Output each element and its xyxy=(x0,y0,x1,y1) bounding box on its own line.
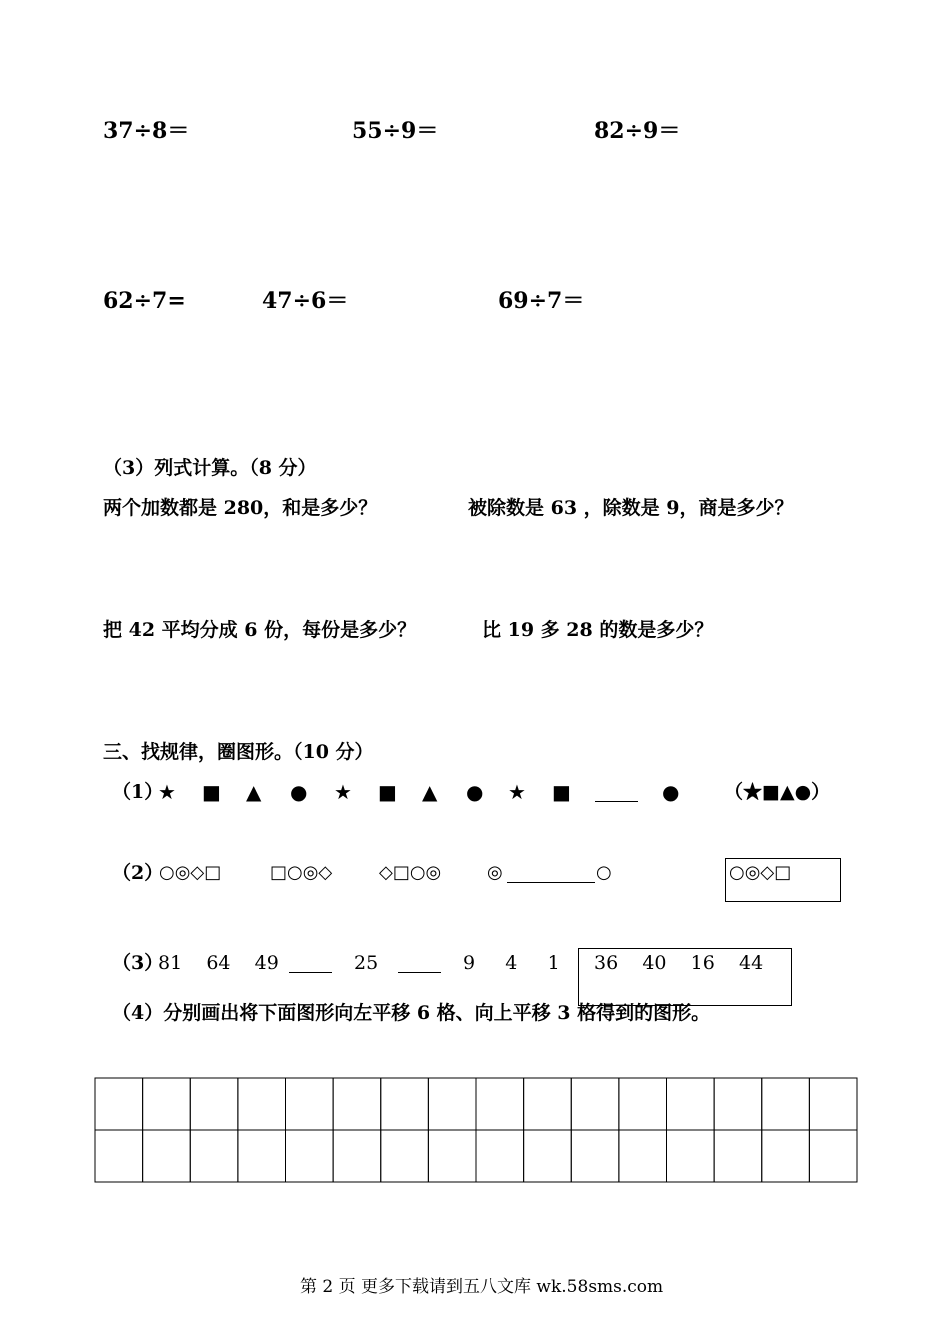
pattern-2-options: ○◎◇□ xyxy=(729,862,792,883)
square-icon: ■ xyxy=(378,780,397,804)
grid-cell[interactable] xyxy=(571,1078,619,1130)
division-problem-1: 37÷8＝ xyxy=(103,118,190,144)
division-problem-6: 69÷7＝ xyxy=(498,288,585,314)
grid-cell[interactable] xyxy=(524,1130,572,1182)
grid-cell[interactable] xyxy=(476,1078,524,1130)
star-icon: ★ xyxy=(334,780,352,804)
grid-cell[interactable] xyxy=(619,1130,667,1182)
star-icon: ★ xyxy=(508,780,526,804)
grid-cell[interactable] xyxy=(190,1130,238,1182)
grid-cell[interactable] xyxy=(524,1078,572,1130)
triangle-icon: ▲ xyxy=(246,780,262,804)
grid-cell[interactable] xyxy=(333,1130,381,1182)
star-icon: ★ xyxy=(158,780,176,804)
grid-cell[interactable] xyxy=(333,1078,381,1130)
pattern-2-group-3: ◇□○◎ xyxy=(379,862,442,883)
pattern-3-blank-2[interactable] xyxy=(398,972,441,973)
circle-icon: ● xyxy=(290,780,308,804)
grid-cell[interactable] xyxy=(667,1130,715,1182)
grid-cell[interactable] xyxy=(95,1130,143,1182)
grid-cell[interactable] xyxy=(238,1078,286,1130)
word-problems-title: （3）列式计算。（8 分） xyxy=(103,457,317,479)
translation-grid xyxy=(94,1077,858,1183)
page-footer: 第 2 页 更多下载请到五八文库 wk.58sms.com xyxy=(300,1277,664,1297)
grid-cell[interactable] xyxy=(809,1078,857,1130)
division-problem-3: 82÷9＝ xyxy=(594,118,681,144)
grid-cell[interactable] xyxy=(571,1130,619,1182)
word-problem-2: 被除数是 63 ，除数是 9，商是多少？ xyxy=(468,497,794,519)
patterns-title: 三、找规律，圈图形。（10 分） xyxy=(103,741,374,763)
division-problem-2: 55÷9＝ xyxy=(352,118,439,144)
grid-cell[interactable] xyxy=(714,1130,762,1182)
grid-cell[interactable] xyxy=(143,1078,191,1130)
grid-cell[interactable] xyxy=(714,1078,762,1130)
pattern-3-number-25: 25 xyxy=(354,952,379,974)
pattern-2-group-2: □○◎◇ xyxy=(270,862,333,883)
pattern-3-blank-1[interactable] xyxy=(289,972,332,973)
grid-cell[interactable] xyxy=(476,1130,524,1182)
pattern-3-numbers-1: 81 64 49 xyxy=(158,952,279,974)
grid-cell[interactable] xyxy=(381,1078,429,1130)
grid-cell[interactable] xyxy=(95,1078,143,1130)
pattern-2-group-1: ○◎◇□ xyxy=(159,862,222,883)
circle-icon: ● xyxy=(662,780,680,804)
grid-cell[interactable] xyxy=(238,1130,286,1182)
grid-cell[interactable] xyxy=(809,1130,857,1182)
word-problem-4: 比 19 多 28 的数是多少？ xyxy=(482,619,714,641)
grid-cell[interactable] xyxy=(619,1078,667,1130)
grid-cell[interactable] xyxy=(190,1078,238,1130)
grid-cell[interactable] xyxy=(762,1130,810,1182)
grid-cell[interactable] xyxy=(286,1078,334,1130)
grid-cell[interactable] xyxy=(286,1130,334,1182)
pattern-2-blank[interactable] xyxy=(507,882,595,883)
pattern-4-instruction: （4）分别画出将下面图形向左平移 6 格、向上平移 3 格得到的图形。 xyxy=(112,1002,711,1024)
grid-cell[interactable] xyxy=(143,1130,191,1182)
grid-cell[interactable] xyxy=(428,1078,476,1130)
pattern-1-blank[interactable] xyxy=(595,801,638,802)
grid-cell[interactable] xyxy=(762,1078,810,1130)
triangle-icon: ▲ xyxy=(422,780,438,804)
division-problem-5: 47÷6＝ xyxy=(262,288,349,314)
division-problem-4: 62÷7= xyxy=(103,288,186,314)
word-problem-1: 两个加数都是 280，和是多少？ xyxy=(103,497,378,519)
pattern-3-label: （3） xyxy=(112,952,164,974)
square-icon: ■ xyxy=(202,780,221,804)
grid-cell[interactable] xyxy=(381,1130,429,1182)
pattern-3-numbers-2: 9 4 1 xyxy=(463,952,560,974)
pattern-2-prefix: ◎ xyxy=(487,862,503,883)
pattern-3-options: 36 40 16 44 xyxy=(594,952,764,974)
pattern-2-label: （2） xyxy=(112,862,164,884)
grid-cell[interactable] xyxy=(667,1078,715,1130)
pattern-1-label: （1） xyxy=(112,781,164,803)
word-problem-3: 把 42 平均分成 6 份，每份是多少？ xyxy=(103,619,417,641)
circle-icon: ● xyxy=(466,780,484,804)
square-icon: ■ xyxy=(552,780,571,804)
grid-cell[interactable] xyxy=(428,1130,476,1182)
pattern-2-suffix: ○ xyxy=(596,862,612,883)
pattern-1-options: （★■▲●） xyxy=(724,781,831,803)
